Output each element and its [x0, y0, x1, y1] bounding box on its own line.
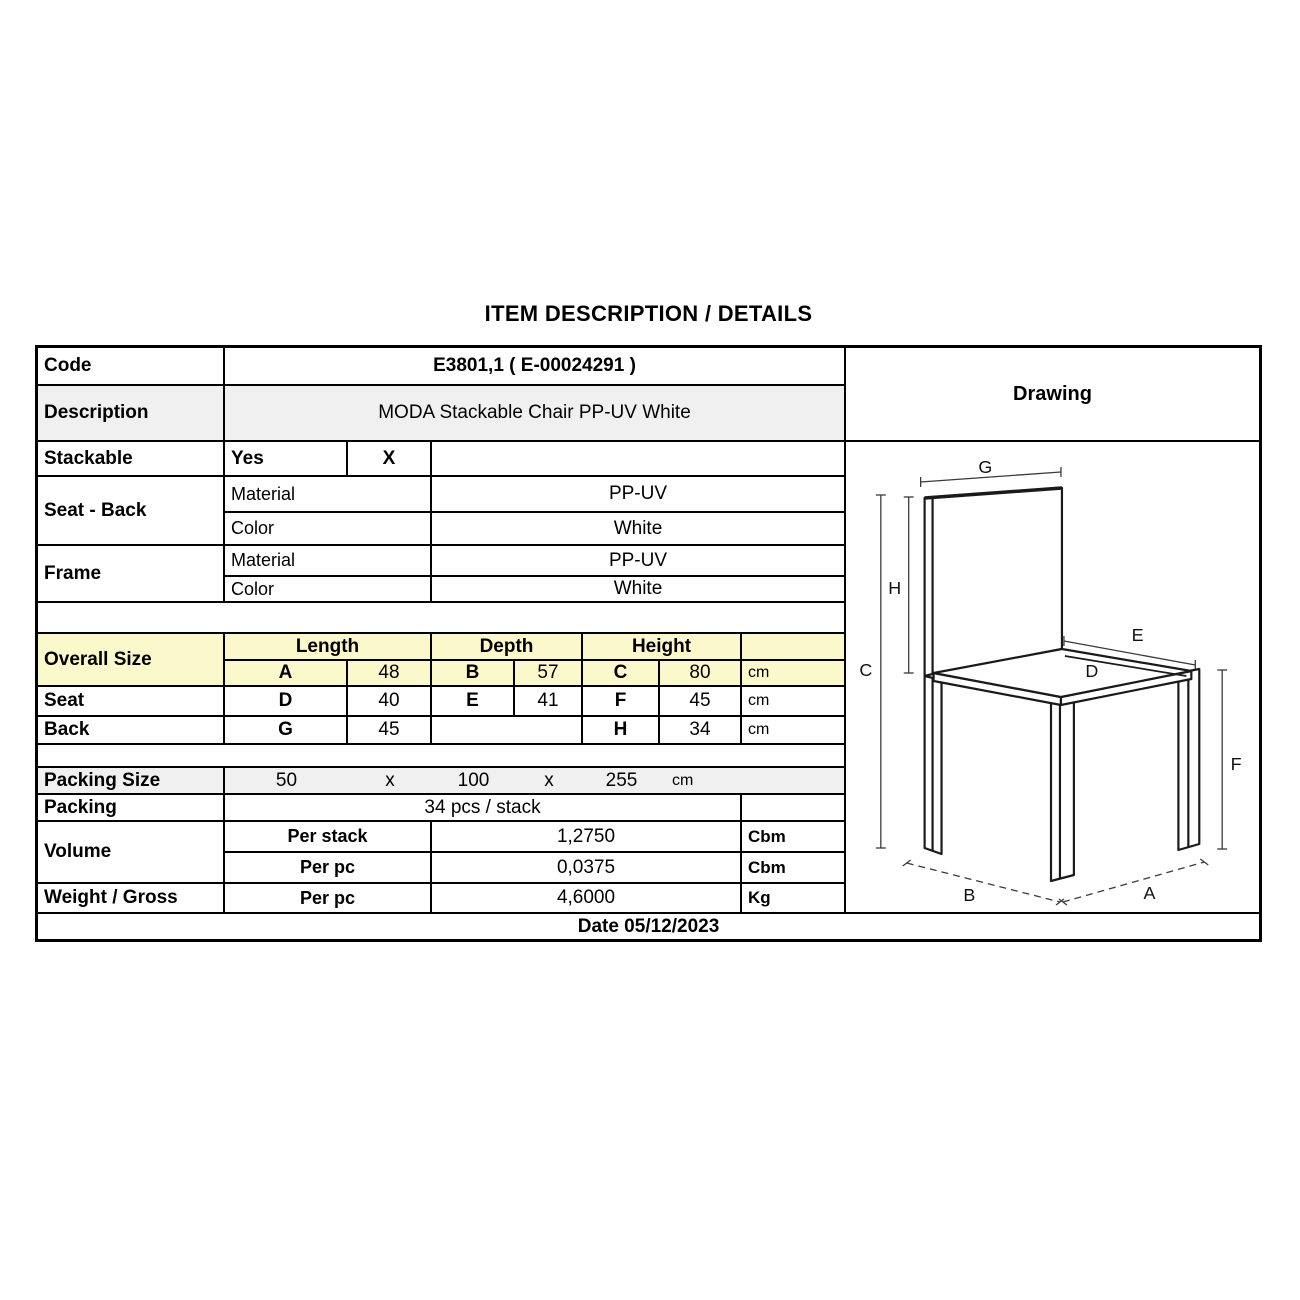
description-label: Description [38, 386, 225, 442]
height-header: Height [583, 634, 742, 661]
chair-sketch [925, 488, 1200, 881]
stackable-answer: Yes [225, 442, 348, 477]
back-unit: cm [742, 717, 846, 745]
overall-c-key: C [583, 661, 660, 687]
overall-unit: cm [742, 661, 846, 687]
back-label: Back [38, 717, 225, 745]
dim-label-f: F [1230, 753, 1242, 775]
overall-size-label: Overall Size [38, 634, 225, 687]
drawing-cell [846, 442, 1259, 914]
packing-size-x1: x [385, 769, 395, 791]
packing-size-unit: cm [672, 771, 694, 789]
overall-a-key: A [225, 661, 348, 687]
seat-f-value: 45 [660, 687, 742, 717]
frame-material-value: PP-UV [432, 546, 846, 577]
seat-back-label: Seat - Back [38, 477, 225, 546]
volume-row1-value: 1,2750 [432, 822, 742, 853]
dim-label-a: A [1143, 882, 1156, 904]
packing-size-label: Packing Size [38, 768, 225, 795]
dim-label-g: G [978, 456, 993, 478]
packing-unit-empty [742, 795, 846, 822]
dim-label-h: H [888, 577, 902, 599]
page-title: ITEM DESCRIPTION / DETAILS [484, 301, 813, 326]
volume-row2-unit: Cbm [742, 853, 846, 884]
packing-size-values [225, 768, 846, 795]
date-row: Date 05/12/2023 [577, 915, 720, 937]
frame-label: Frame [38, 546, 225, 603]
weight-label: Weight / Gross [38, 884, 225, 914]
frame-color-value: White [432, 577, 846, 603]
spacer-row [38, 745, 846, 768]
overall-b-key: B [432, 661, 515, 687]
code-label: Code [38, 348, 225, 386]
back-h-key: H [583, 717, 660, 745]
seat-back-color-label: Color [225, 513, 432, 546]
dim-label-e: E [1131, 624, 1144, 646]
overall-a-value: 48 [348, 661, 432, 687]
packing-size-v3: 255 [605, 769, 638, 791]
volume-row1-key: Per stack [225, 822, 432, 853]
packing-size-x2: x [544, 769, 554, 791]
packing-size-v2: 100 [457, 769, 490, 791]
code-value: E3801,1 ( E-00024291 ) [225, 348, 846, 386]
spec-table [35, 345, 1262, 942]
weight-value: 4,6000 [432, 884, 742, 914]
seat-back-color-value: White [432, 513, 846, 546]
weight-key: Per pc [225, 884, 432, 914]
stackable-empty-cell [432, 442, 846, 477]
overall-c-value: 80 [660, 661, 742, 687]
spacer-row [38, 603, 846, 634]
back-g-value: 45 [348, 717, 432, 745]
overall-b-value: 57 [515, 661, 583, 687]
back-h-value: 34 [660, 717, 742, 745]
seat-f-key: F [583, 687, 660, 717]
packing-label: Packing [38, 795, 225, 822]
frame-material-label: Material [225, 546, 432, 577]
chair-drawing [846, 442, 1259, 912]
volume-row2-key: Per pc [225, 853, 432, 884]
size-header-unit-cell [742, 634, 846, 661]
back-depth-empty [432, 717, 583, 745]
seat-e-value: 41 [515, 687, 583, 717]
volume-row2-value: 0,0375 [432, 853, 742, 884]
description-value: MODA Stackable Chair PP-UV White [225, 386, 846, 442]
volume-row1-unit: Cbm [742, 822, 846, 853]
stackable-mark: X [348, 442, 432, 477]
seat-label: Seat [38, 687, 225, 717]
seat-d-key: D [225, 687, 348, 717]
seat-unit: cm [742, 687, 846, 717]
volume-label: Volume [38, 822, 225, 884]
depth-header: Depth [432, 634, 583, 661]
dim-label-c: C [859, 659, 873, 681]
seat-d-value: 40 [348, 687, 432, 717]
weight-unit: Kg [742, 884, 846, 914]
dim-label-b: B [963, 884, 976, 906]
back-g-key: G [225, 717, 348, 745]
seat-back-material-value: PP-UV [432, 477, 846, 513]
packing-value: 34 pcs / stack [225, 795, 742, 822]
drawing-header: Drawing [846, 348, 1259, 442]
frame-color-label: Color [225, 577, 432, 603]
seat-e-key: E [432, 687, 515, 717]
packing-size-v1: 50 [275, 769, 298, 791]
dim-label-d: D [1085, 660, 1099, 682]
length-header: Length [225, 634, 432, 661]
stackable-label: Stackable [38, 442, 225, 477]
seat-back-material-label: Material [225, 477, 432, 513]
